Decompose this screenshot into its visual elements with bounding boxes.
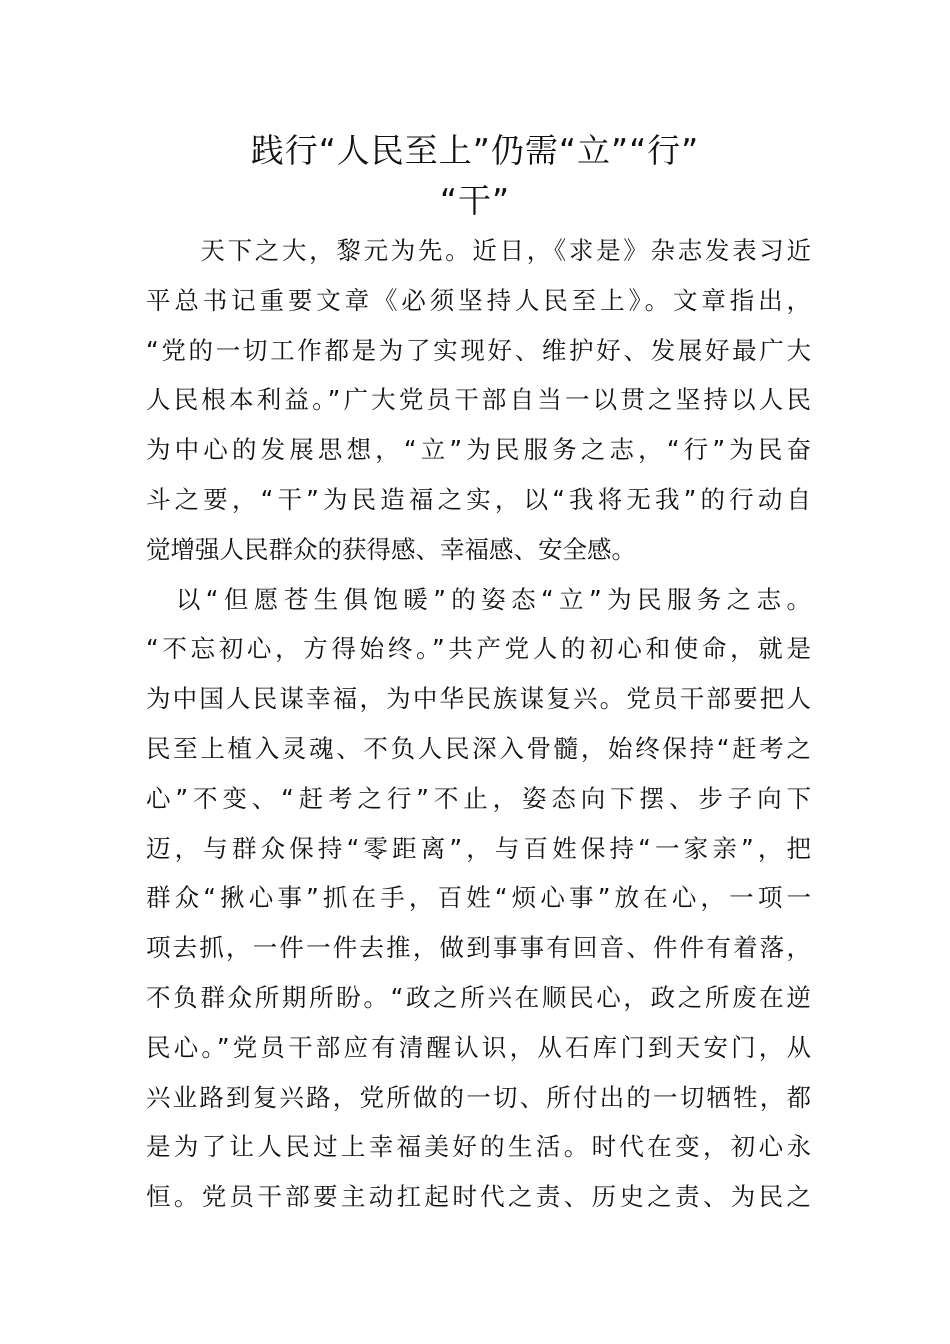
- body-line-11: 民至上植入灵魂、不负人民深入骨髓，始终保持“赶考之: [146, 733, 811, 763]
- body-line-2: 平总书记重要文章《必须坚持人民至上》。文章指出，: [146, 285, 811, 315]
- body-line-4: 人民根本利益。”广大党员干部自当一以贯之坚持以人民: [146, 385, 811, 415]
- body-line-16: 不负群众所期所盼。“政之所兴在顺民心，政之所废在逆: [146, 982, 811, 1012]
- body-line-3: “党的一切工作都是为了实现好、维护好、发展好最广大: [146, 335, 811, 365]
- body-line-13: 迈，与群众保持“零距离”，与百姓保持“一家亲”，把: [146, 833, 811, 863]
- body-line-15: 项去抓，一件一件去推，做到事事有回音、件件有着落，: [146, 933, 811, 963]
- body-line-19: 是为了让人民过上幸福美好的生活。时代在变，初心永: [146, 1132, 811, 1162]
- body-line-14: 群众“揪心事”抓在手，百姓“烦心事”放在心，一项一: [146, 883, 811, 913]
- title-line-1: 践行“人民至上”仍需“立”“行”: [250, 131, 700, 170]
- body-line-20: 恒。党员干部要主动扛起时代之责、历史之责、为民之: [146, 1182, 811, 1212]
- body-line-12: 心”不变、“赶考之行”不止，姿态向下摆、步子向下: [146, 783, 811, 813]
- body-line-10: 为中国人民谋幸福，为中华民族谋复兴。党员干部要把人: [146, 684, 811, 714]
- body-line-1: 天下之大，黎元为先。近日，《求是》杂志发表习近: [146, 236, 811, 265]
- body-line-9: “不忘初心，方得始终。”共产党人的初心和使命，就是: [146, 634, 811, 664]
- body-line-5: 为中心的发展思想，“立”为民服务之志，“行”为民奋: [146, 435, 811, 465]
- body-line-8: 以“但愿苍生俱饱暖”的姿态“立”为民服务之志。: [146, 584, 811, 614]
- body-line-6: 斗之要，“干”为民造福之实，以“我将无我”的行动自: [146, 484, 811, 514]
- document-title: [150, 126, 800, 226]
- body-line-18: 兴业路到复兴路，党所做的一切、所付出的一切牺牲，都: [146, 1082, 811, 1112]
- body-text: [146, 226, 811, 1222]
- title-line-2: “干”: [439, 181, 511, 220]
- body-line-17: 民心。”党员干部应有清醒认识，从石库门到天安门，从: [146, 1032, 811, 1062]
- body-line-7: 觉增强人民群众的获得感、幸福感、安全感。: [146, 534, 636, 564]
